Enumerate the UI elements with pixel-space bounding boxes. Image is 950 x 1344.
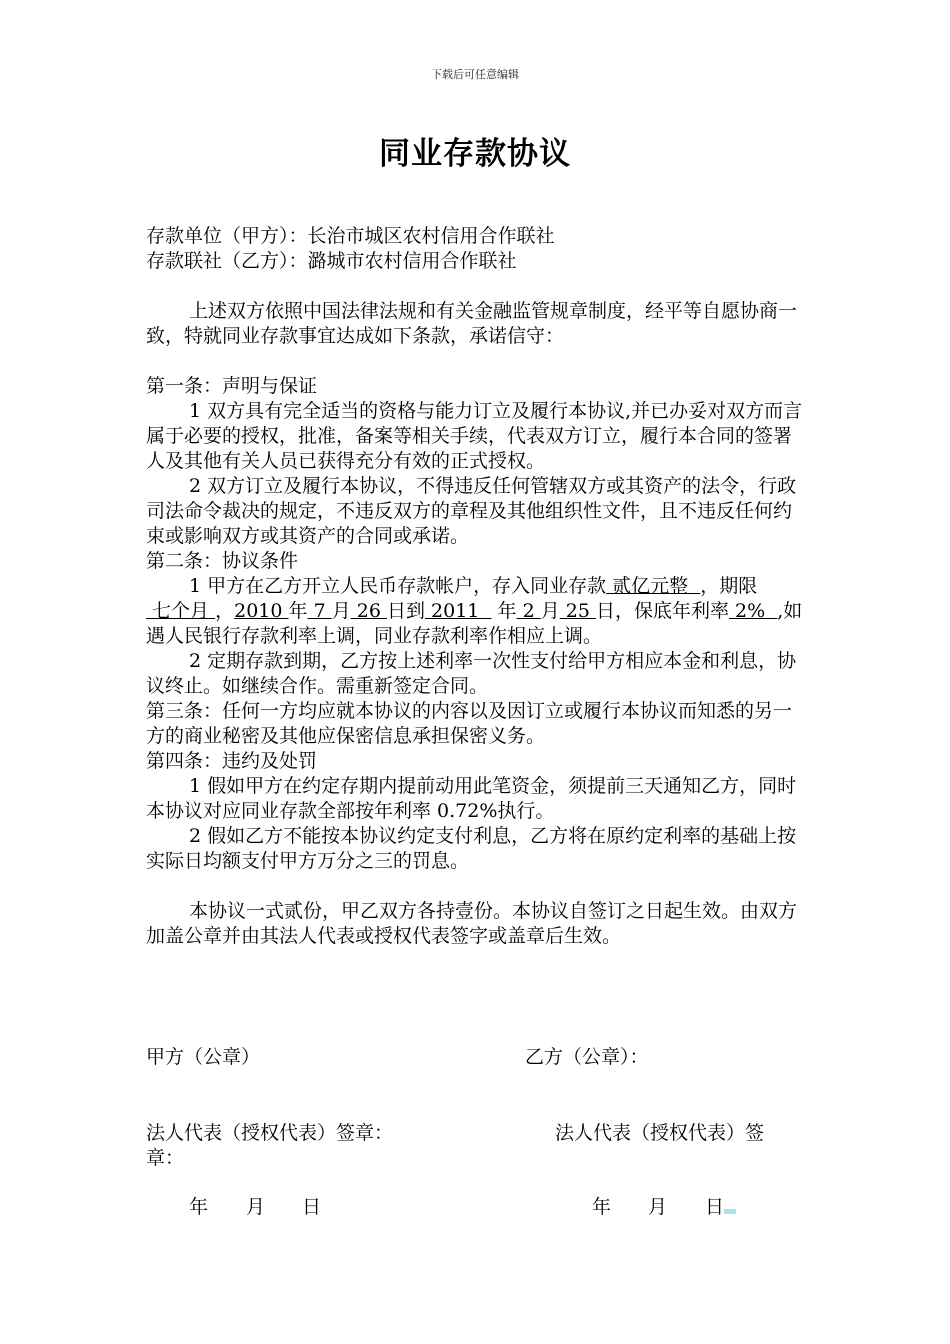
document-body xyxy=(146,224,806,949)
article-2-heading: 第二条：协议条件 xyxy=(146,550,299,572)
article-2-item-1-text-a: 1 甲方在乙方开立人民币存款帐户，存入同业存款 xyxy=(189,575,607,597)
preamble: 上述双方依照中国法律法规和有关金融监管规章制度，经平等自愿协商一致，特就同业存款事宜达成如下条款，承诺信守： xyxy=(146,300,798,347)
month-label-2: 月 xyxy=(540,600,560,622)
month-label-1: 月 xyxy=(331,600,351,622)
year-label-2: 年 xyxy=(491,600,517,622)
party-b-rep-label-continued: 章： xyxy=(146,1147,185,1169)
article-2-item-1-text-c: ， xyxy=(215,600,235,622)
day-to-label: 日到 xyxy=(386,600,425,622)
party-a-date-year: 年 xyxy=(189,1196,209,1218)
selection-marker xyxy=(724,1209,736,1214)
header-note: 下载后可任意编辑 xyxy=(431,68,519,81)
party-a-date-month: 月 xyxy=(246,1196,266,1218)
article-3: 第三条：任何一方均应就本协议的内容以及因订立或履行本协议而知悉的另一方的商业秘密及其他应保密信息承担保密义务。 xyxy=(146,700,793,747)
article-1-heading: 第一条：声明与保证 xyxy=(146,375,318,397)
party-b-date-year: 年 xyxy=(592,1196,612,1218)
article-2-item-2: 2 定期存款到期，乙方按上述利率一次性支付给甲方相应本金和利息，协议终止。如继续合作。需重新签定合同。 xyxy=(146,650,797,697)
article-4-heading: 第四条：违约及处罚 xyxy=(146,750,318,772)
party-b-date-month: 月 xyxy=(648,1196,668,1218)
party-a-seal-label: 甲方（公章） xyxy=(146,1046,261,1068)
document-title: 同业存款协议 xyxy=(379,136,571,172)
start-month: 7 xyxy=(307,600,332,622)
start-year: 2010 xyxy=(234,600,289,622)
end-month: 2 xyxy=(516,600,541,622)
article-1-item-1: 1 双方具有完全适当的资格与能力订立及履行本协议,并已办妥对双方而言属于必要的授权，批准，备案等相关手续，代表双方订立，履行本合同的签署人及其他有关人员已获得充分有效的正式授权。 xyxy=(146,400,803,472)
article-2-item-1-text-b: ，期限 xyxy=(700,575,758,597)
party-a-line: 存款单位（甲方）：长治市城区农村信用合作联社 xyxy=(146,225,555,247)
end-day: 25 xyxy=(559,600,596,622)
year-label-1: 年 xyxy=(288,600,308,622)
end-year: 2011 xyxy=(425,600,492,622)
party-b-date-day: 日 xyxy=(705,1196,725,1218)
party-a-rep-label: 法人代表（授权代表）签章： xyxy=(146,1122,394,1144)
start-day: 26 xyxy=(350,600,387,622)
deposit-term: 七个月 xyxy=(146,600,216,622)
party-a-date-day: 日 xyxy=(302,1196,322,1218)
party-b-rep-label: 法人代表（授权代表）签 xyxy=(555,1122,765,1144)
party-b-line: 存款联社（乙方）：潞城市农村信用合作联社 xyxy=(146,250,517,272)
article-2-item-1-text-d: 日，保底年利率 xyxy=(595,600,729,622)
interest-rate: 2% xyxy=(729,600,778,622)
party-b-seal-label: 乙方（公章）： xyxy=(525,1046,649,1068)
deposit-amount: 贰亿元整 xyxy=(606,575,701,597)
closing-paragraph: 本协议一式贰份，甲乙双方各持壹份。本协议自签订之日起生效。由双方加盖公章并由其法人代表或授权代表签字或盖章后生效。 xyxy=(146,900,798,947)
article-1-item-2: 2 双方订立及履行本协议，不得违反任何管辖双方或其资产的法令，行政司法命令裁决的规定，不违反双方的章程及其他组织性文件，且不违反任何约束或影响双方或其资产的合同或承诺。 xyxy=(146,475,797,547)
article-4-item-1: 1 假如甲方在约定存期内提前动用此笔资金，须提前三天通知乙方，同时本协议对应同业存款全部按年利率 0.72%执行。 xyxy=(146,775,797,822)
article-2-item-1 xyxy=(146,574,806,649)
article-2-item-1-text-e: ,如遇人民银行存款利率上调，同业存款利率作相应上调。 xyxy=(146,600,803,647)
article-4-item-2: 2 假如乙方不能按本协议约定支付利息，乙方将在原约定利率的基础上按实际日均额支付甲方万分之三的罚息。 xyxy=(146,825,797,872)
